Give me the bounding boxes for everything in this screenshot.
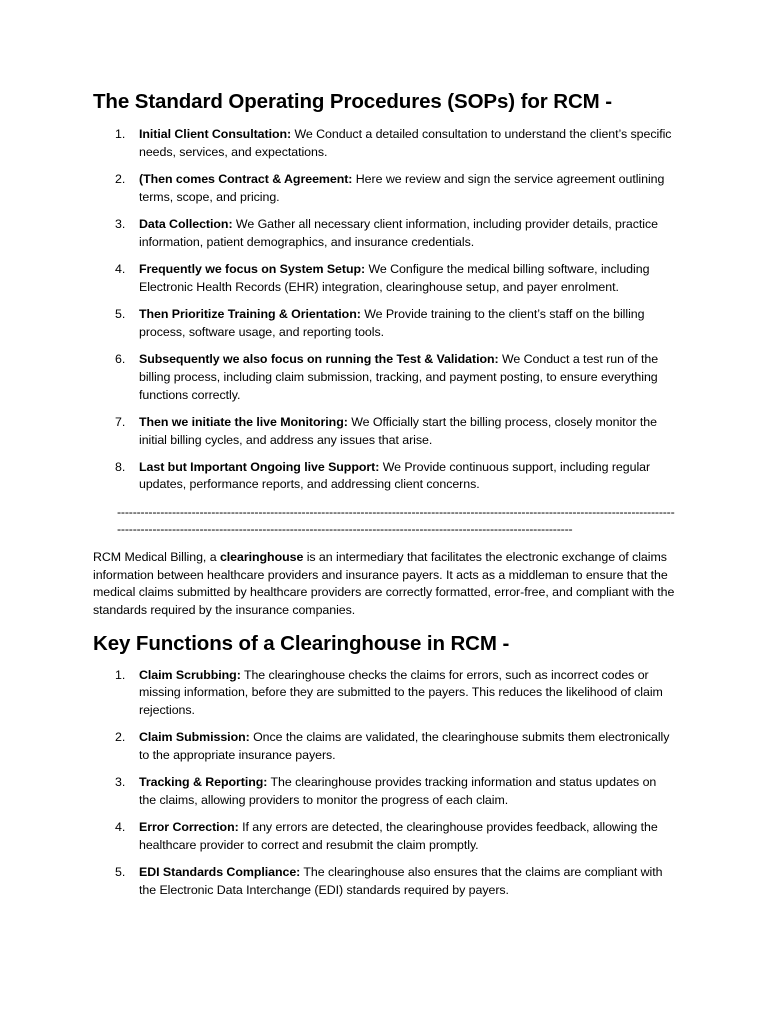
sop-heading: The Standard Operating Procedures (SOPs) for RCM - bbox=[93, 90, 612, 113]
clearinghouse-paragraph: RCM Medical Billing, a clearinghouse is an intermediary that facilitates the electronic exchange of claims information between healthcare providers and insurance payers. It acts as a middleman to ensure that the medical claims submitted by healthcare providers are correctly formatted, error-free, and compliant with the standards required by the insurance companies. bbox=[93, 550, 675, 618]
list-number: 2. bbox=[115, 171, 126, 186]
list-term: Frequently we focus on System Setup: bbox=[139, 261, 366, 276]
list-item bbox=[93, 729, 675, 765]
list-number: 5. bbox=[115, 865, 126, 880]
list-text: We Conduct a detailed consultation to understand the client’s specific needs, services, and expectations. bbox=[139, 127, 672, 159]
list-item bbox=[93, 261, 675, 297]
list-text: Once the claims are validated, the clearinghouse submits them electronically to the appropriate insurance payers. bbox=[139, 730, 670, 763]
list-text: We Provide training to the client’s staff on the billing process, software usage, and reporting tools. bbox=[139, 306, 645, 339]
list-item bbox=[93, 351, 675, 404]
list-item bbox=[93, 774, 675, 810]
list-item bbox=[93, 864, 675, 900]
document-page bbox=[93, 88, 675, 909]
list-number: 7. bbox=[115, 414, 126, 429]
sop-list bbox=[93, 126, 675, 494]
list-item bbox=[93, 171, 675, 207]
list-item bbox=[93, 126, 675, 162]
list-text: We Configure the medical billing software, including Electronic Health Records (EHR) integration, clearinghouse setup, and payer enrolment. bbox=[139, 261, 650, 294]
list-term: Claim Scrubbing: bbox=[139, 667, 241, 682]
list-number: 1. bbox=[115, 667, 126, 682]
list-term: Last but Important Ongoing live Support: bbox=[139, 459, 380, 474]
list-text: Here we review and sign the service agreement outlining terms, scope, and pricing. bbox=[139, 171, 665, 204]
list-number: 3. bbox=[115, 775, 126, 790]
list-text: We Officially start the billing process, closely monitor the initial billing cycles, and address any issues that arise. bbox=[139, 414, 657, 447]
list-term: EDI Standards Compliance: bbox=[139, 865, 301, 880]
dashed-divider: ------------------------------------------------------------------------------------------------------------------------------------------------------------------------------------------------------------------------------------------------------------------ bbox=[117, 504, 675, 537]
list-number: 1. bbox=[115, 127, 126, 141]
functions-list bbox=[93, 667, 675, 900]
list-item bbox=[93, 459, 675, 495]
list-term: (Then comes Contract & Agreement: bbox=[139, 171, 353, 186]
functions-heading: Key Functions of a Clearinghouse in RCM - bbox=[93, 631, 510, 655]
list-term: Data Collection: bbox=[139, 216, 233, 231]
list-item bbox=[93, 306, 675, 342]
list-term: Initial Client Consultation: bbox=[139, 127, 292, 141]
list-term: Then we initiate the live Monitoring: bbox=[139, 414, 348, 429]
list-text: We Conduct a test run of the billing process, including claim submission, tracking, and payment posting, to ensure everything functions correctly. bbox=[139, 351, 659, 402]
list-item bbox=[93, 819, 675, 855]
list-term: Error Correction: bbox=[139, 820, 239, 835]
list-item bbox=[93, 216, 675, 252]
list-text: The clearinghouse also ensures that the claims are compliant with the Electronic Data Interchange (EDI) standards required by payers. bbox=[139, 865, 663, 898]
list-item bbox=[93, 414, 675, 450]
list-text: The clearinghouse provides tracking information and status updates on the claims, allowing providers to monitor the progress of each claim. bbox=[139, 775, 657, 808]
list-text: We Gather all necessary client information, including provider details, practice information, patient demographics, and insurance credentials. bbox=[139, 216, 658, 249]
list-term: Tracking & Reporting: bbox=[139, 775, 268, 790]
list-text: If any errors are detected, the clearinghouse provides feedback, allowing the healthcare provider to correct and resubmit the claim promptly. bbox=[139, 820, 658, 853]
list-item bbox=[93, 667, 675, 720]
list-number: 2. bbox=[115, 730, 126, 745]
list-text: The clearinghouse checks the claims for errors, such as incorrect codes or missing information, before they are submitted to the payers. This reduces the likelihood of claim rejections. bbox=[139, 667, 663, 718]
list-number: 3. bbox=[115, 216, 126, 231]
list-term: Claim Submission: bbox=[139, 730, 250, 745]
list-number: 8. bbox=[115, 459, 126, 474]
bold-term: clearinghouse bbox=[219, 550, 304, 565]
list-term: Subsequently we also focus on running the Test & Validation: bbox=[139, 351, 499, 366]
list-term: Then Prioritize Training & Orientation: bbox=[139, 306, 361, 321]
list-number: 6. bbox=[115, 351, 126, 366]
list-text: We Provide continuous support, including regular updates, performance reports, and addressing client concerns. bbox=[139, 459, 651, 492]
list-number: 4. bbox=[115, 261, 126, 276]
list-number: 5. bbox=[115, 306, 126, 321]
list-number: 4. bbox=[115, 820, 126, 835]
